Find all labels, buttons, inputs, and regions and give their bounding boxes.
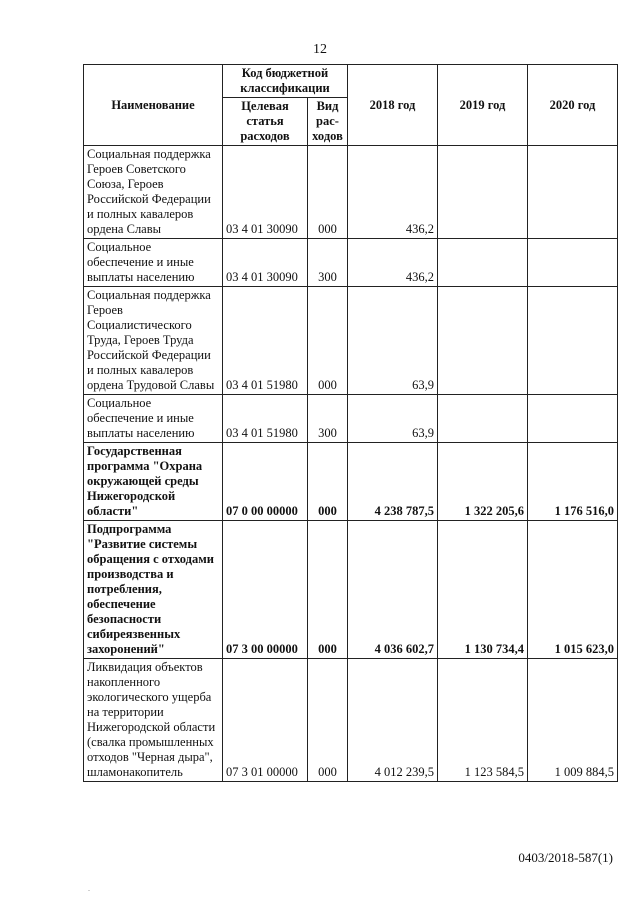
row-value-2018: 4 238 787,5 [348, 443, 438, 521]
header-name: Наименование [84, 65, 223, 146]
table-row [84, 395, 618, 443]
row-value-2020 [528, 287, 618, 395]
row-name: Социальная поддержка Героев Советского Союза, Героев Российской Федерации и полных кавалеров ордена Славы [84, 146, 223, 239]
row-value-2019 [438, 287, 528, 395]
header-2018: 2018 год [348, 65, 438, 146]
row-expense-type: 300 [308, 239, 348, 287]
row-target-article: 03 4 01 30090 [223, 146, 308, 239]
row-value-2020 [528, 146, 618, 239]
row-value-2020: 1 015 623,0 [528, 521, 618, 659]
row-name: Ликвидация объектов накопленного экологического ущерба на территории Нижегородской области (свалка промышленных отходов "Черная дыра", шламонакопитель [84, 659, 223, 782]
header-code-group: Код бюджетной классификации [223, 65, 348, 98]
table-row [84, 659, 618, 782]
row-name: Социальная поддержка Героев Социалистического Труда, Героев Труда Российской Федерации и полных кавалеров ордена Трудовой Славы [84, 287, 223, 395]
row-value-2018: 436,2 [348, 239, 438, 287]
row-name: Социальное обеспечение и иные выплаты населению [84, 239, 223, 287]
row-value-2020: 1 176 516,0 [528, 443, 618, 521]
row-name: Государственная программа "Охрана окружающей среды Нижегородской области" [84, 443, 223, 521]
table-row [84, 146, 618, 239]
row-name: Социальное обеспечение и иные выплаты населению [84, 395, 223, 443]
budget-table [83, 64, 618, 782]
header-expense-type: Вид рас-ходов [308, 98, 348, 146]
row-value-2018: 4 012 239,5 [348, 659, 438, 782]
row-value-2018: 436,2 [348, 146, 438, 239]
row-value-2019 [438, 395, 528, 443]
row-expense-type: 000 [308, 521, 348, 659]
row-expense-type: 000 [308, 287, 348, 395]
row-value-2019: 1 130 734,4 [438, 521, 528, 659]
row-target-article: 03 4 01 30090 [223, 239, 308, 287]
row-value-2020 [528, 395, 618, 443]
row-value-2019: 1 322 205,6 [438, 443, 528, 521]
header-2019: 2019 год [438, 65, 528, 146]
header-2020: 2020 год [528, 65, 618, 146]
row-value-2018: 4 036 602,7 [348, 521, 438, 659]
row-target-article: 03 4 01 51980 [223, 395, 308, 443]
table-row [84, 443, 618, 521]
table-row [84, 287, 618, 395]
row-value-2019: 1 123 584,5 [438, 659, 528, 782]
row-expense-type: 000 [308, 146, 348, 239]
table-body [84, 146, 618, 782]
row-value-2018: 63,9 [348, 395, 438, 443]
table-row [84, 521, 618, 659]
row-name: Подпрограмма "Развитие системы обращения с отходами производства и потребления, обеспечение безопасности сибиреязвенных захоронений" [84, 521, 223, 659]
table-row [84, 239, 618, 287]
page-number: 12 [313, 42, 327, 57]
row-target-article: 07 3 00 00000 [223, 521, 308, 659]
row-value-2020 [528, 239, 618, 287]
row-value-2019 [438, 239, 528, 287]
row-expense-type: 300 [308, 395, 348, 443]
row-value-2020: 1 009 884,5 [528, 659, 618, 782]
margin-mark: . [88, 884, 90, 893]
row-value-2019 [438, 146, 528, 239]
row-expense-type: 000 [308, 443, 348, 521]
row-target-article: 07 0 00 00000 [223, 443, 308, 521]
document-code: 0403/2018-587(1) [518, 850, 613, 865]
row-expense-type: 000 [308, 659, 348, 782]
row-target-article: 03 4 01 51980 [223, 287, 308, 395]
row-target-article: 07 3 01 00000 [223, 659, 308, 782]
row-value-2018: 63,9 [348, 287, 438, 395]
header-target-article: Целевая статья расходов [223, 98, 308, 146]
